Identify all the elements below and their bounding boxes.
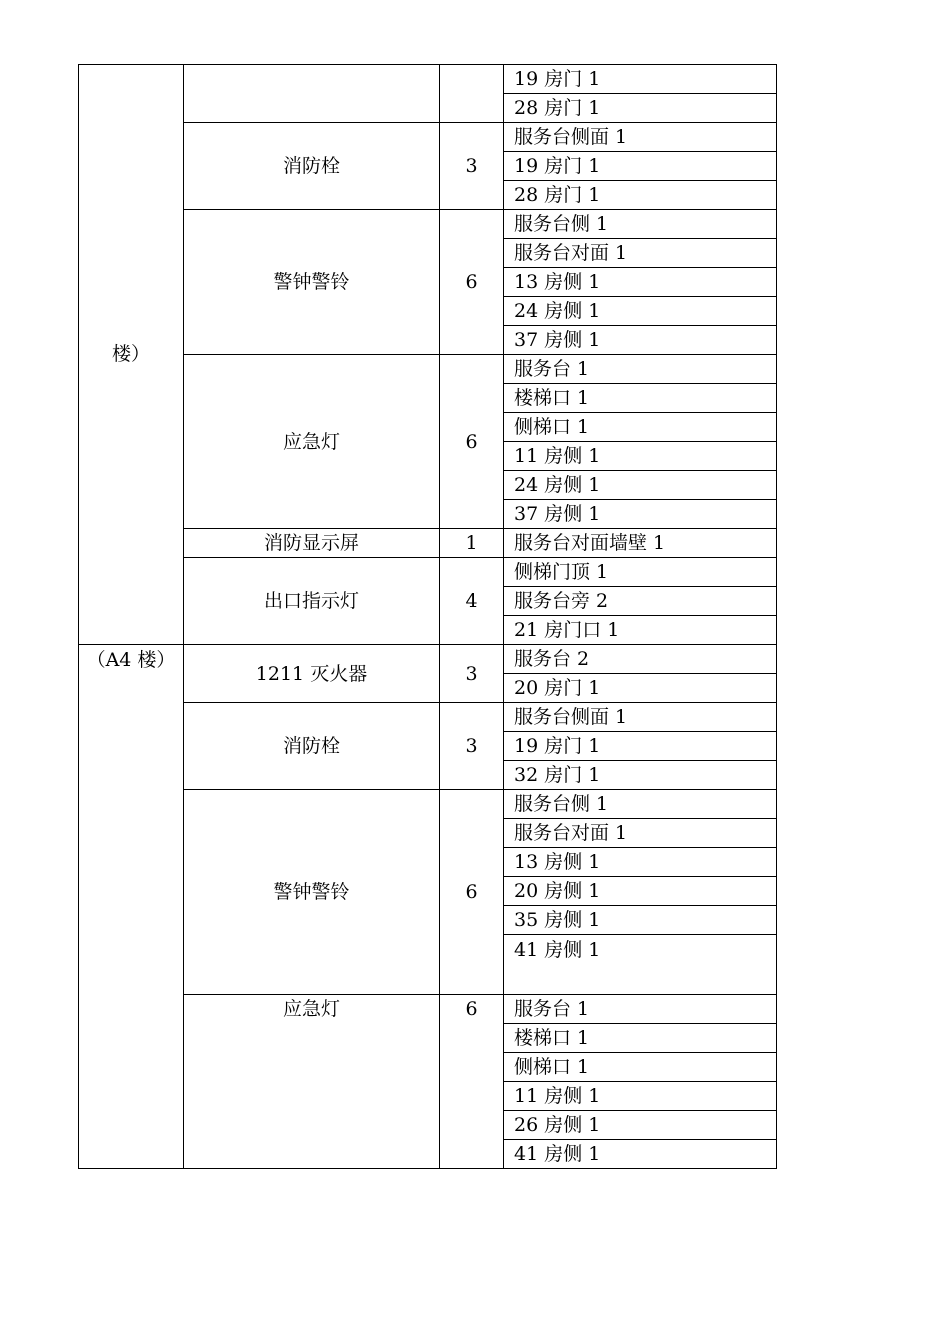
location-cell: 13 房侧 1	[504, 848, 777, 877]
item-cell: 1211 灭火器	[184, 645, 440, 703]
location-cell: 11 房侧 1	[504, 1082, 777, 1111]
item-cell: 消防显示屏	[184, 529, 440, 558]
location-cell: 26 房侧 1	[504, 1111, 777, 1140]
count-cell	[440, 65, 504, 123]
location-cell: 楼梯口 1	[504, 384, 777, 413]
item-cell: 出口指示灯	[184, 558, 440, 645]
location-cell: 35 房侧 1	[504, 906, 777, 935]
location-cell: 24 房侧 1	[504, 297, 777, 326]
table-row	[79, 645, 777, 674]
table-row	[79, 703, 777, 732]
location-cell: 服务台 1	[504, 355, 777, 384]
location-cell: 28 房门 1	[504, 94, 777, 123]
count-cell: 6	[440, 995, 504, 1169]
location-cell: 服务台对面墙壁 1	[504, 529, 777, 558]
location-cell: 37 房侧 1	[504, 500, 777, 529]
table-row	[79, 355, 777, 384]
building-label: （A4 楼）	[86, 649, 176, 671]
location-cell: 41 房侧 1	[504, 935, 777, 995]
location-cell: 20 房门 1	[504, 674, 777, 703]
location-cell: 服务台对面 1	[504, 819, 777, 848]
count-cell: 6	[440, 355, 504, 529]
location-cell: 服务台旁 2	[504, 587, 777, 616]
location-cell: 服务台侧面 1	[504, 703, 777, 732]
building-label: 楼）	[111, 343, 150, 365]
location-cell: 41 房侧 1	[504, 1140, 777, 1169]
location-cell: 32 房门 1	[504, 761, 777, 790]
location-cell: 20 房侧 1	[504, 877, 777, 906]
location-cell: 侧梯口 1	[504, 413, 777, 442]
count-cell: 3	[440, 703, 504, 790]
item-cell: 应急灯	[184, 995, 440, 1169]
item-cell: 消防栓	[184, 703, 440, 790]
count-cell: 3	[440, 123, 504, 210]
count-cell: 6	[440, 210, 504, 355]
building-cell	[79, 65, 184, 645]
location-cell: 19 房门 1	[504, 732, 777, 761]
count-cell: 1	[440, 529, 504, 558]
building-cell	[79, 645, 184, 1169]
location-cell: 13 房侧 1	[504, 268, 777, 297]
item-cell: 警钟警铃	[184, 210, 440, 355]
count-cell: 6	[440, 790, 504, 995]
item-cell: 消防栓	[184, 123, 440, 210]
table-row	[79, 529, 777, 558]
count-cell: 3	[440, 645, 504, 703]
item-cell: 应急灯	[184, 355, 440, 529]
item-cell: 警钟警铃	[184, 790, 440, 995]
location-cell: 24 房侧 1	[504, 471, 777, 500]
fire-equipment-table	[78, 64, 777, 1169]
location-cell: 服务台侧 1	[504, 210, 777, 239]
location-cell: 服务台 2	[504, 645, 777, 674]
item-cell	[184, 65, 440, 123]
count-cell: 4	[440, 558, 504, 645]
location-cell: 侧梯口 1	[504, 1053, 777, 1082]
location-cell: 28 房门 1	[504, 181, 777, 210]
table-row	[79, 65, 777, 94]
location-cell: 21 房门口 1	[504, 616, 777, 645]
location-cell: 服务台对面 1	[504, 239, 777, 268]
location-cell: 19 房门 1	[504, 65, 777, 94]
table-row	[79, 790, 777, 819]
location-cell: 服务台 1	[504, 995, 777, 1024]
location-cell: 楼梯口 1	[504, 1024, 777, 1053]
table-row	[79, 995, 777, 1024]
location-cell: 37 房侧 1	[504, 326, 777, 355]
location-cell: 11 房侧 1	[504, 442, 777, 471]
table-row	[79, 123, 777, 152]
location-cell: 服务台侧 1	[504, 790, 777, 819]
table-row	[79, 210, 777, 239]
location-cell: 19 房门 1	[504, 152, 777, 181]
table-row	[79, 558, 777, 587]
location-cell: 侧梯门顶 1	[504, 558, 777, 587]
location-cell: 服务台侧面 1	[504, 123, 777, 152]
